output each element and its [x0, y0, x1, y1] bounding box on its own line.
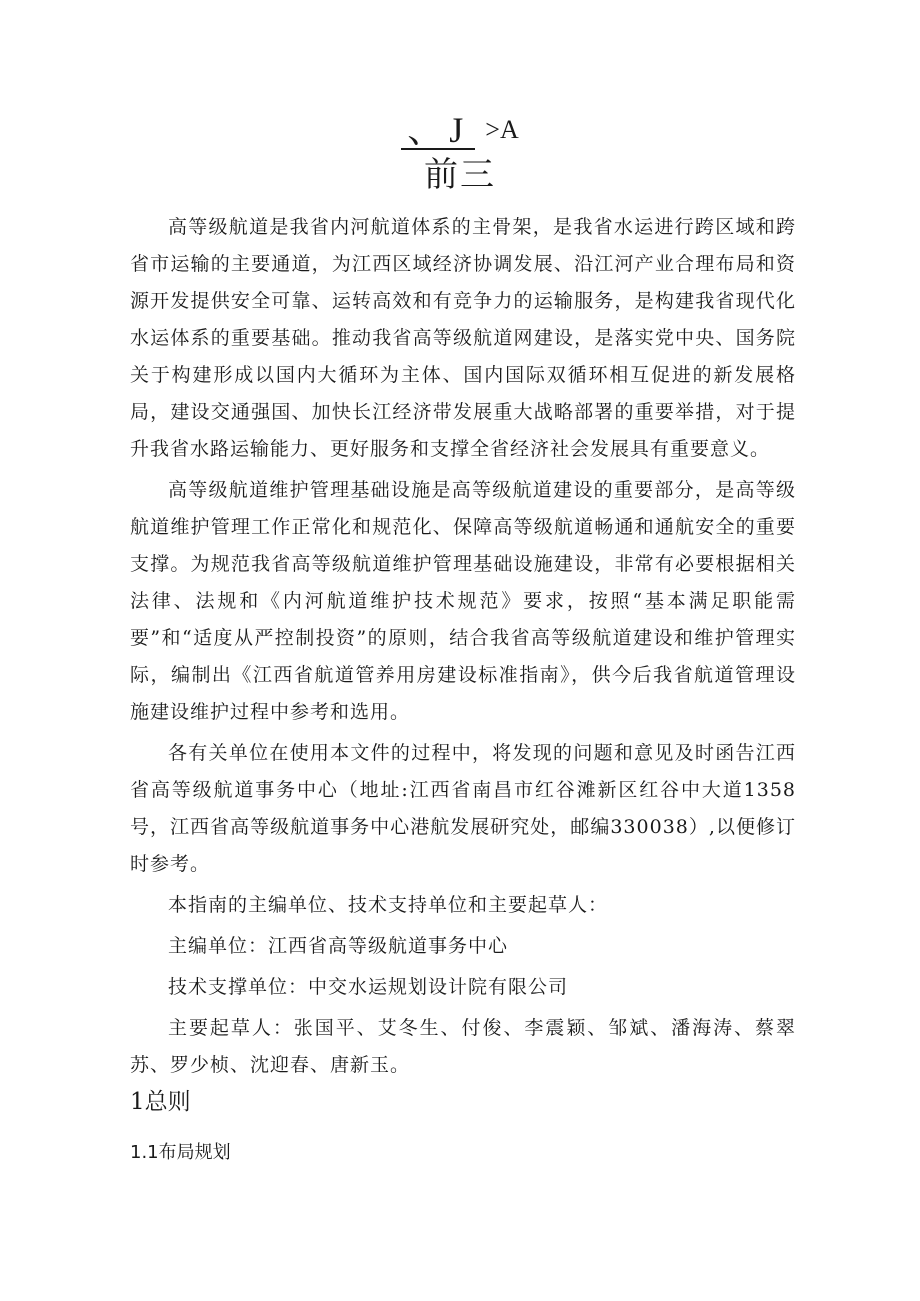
paragraph-infrastructure: 高等级航道维护管理基础设施是高等级航道建设的重要部分，是高等级航道维护管理工作正常化和规范化、保障高等级航道畅通和通航安全的重要支撑。为规范我省高等级航道维护管理基础设施建设，非常有必要根据相关法律、法规和《内河航道维护技术规范》要求，按照“基本满足职能需要”和“适度从严控制投资”的原则，结合我省高等级航道建设和维护管理实际，编制出《江西省航道管养用房建设标准指南》，供今后我省航道管理设施建设维护过程中参考和选用。 — [130, 479, 796, 723]
preface-body — [130, 209, 796, 1088]
paragraph-importance: 高等级航道是我省内河航道体系的主骨架，是我省水运进行跨区域和跨省市运输的主要通道，为江西区域经济协调发展、沿江河产业合理布局和资源开发提供安全可靠、运转高效和有竞争力的运输服务，是构建我省现代化水运体系的重要基础。推动我省高等级航道网建设，是落实党中央、国务院关于构建形成以国内大循环为主体、国内国际双循环相互促进的新发展格局，建设交通强国、加快长江经济带发展重大战略部署的重要举措，对于提升我省水路运输能力、更好服务和支撑全省经济社会发展具有重要意义。 — [130, 216, 796, 460]
paragraph-chief-editor: 主编单位：江西省高等级航道事务中心 — [168, 935, 509, 957]
paragraph-tech-support: 技术支撑单位：中交水运规划设计院有限公司 — [168, 976, 569, 998]
subsection-heading-layout: 1.1布局规划 — [130, 1142, 231, 1163]
page-title: 前三 — [424, 155, 496, 195]
section-heading-general: 1总则 — [130, 1089, 191, 1115]
paragraph-feedback: 各有关单位在使用本文件的过程中，将发现的问题和意见及时函告江西省高等级航道事务中心（地址:江西省南昌市红谷滩新区红谷中大道1358号，江西省高等级航道事务中心港航发展研究处，邮编330038）,以便修订时参考。 — [130, 742, 796, 875]
paragraph-drafters: 主要起草人：张国平、艾冬生、付俊、李震颖、邹斌、潘海涛、蔡翠苏、罗少桢、沈迎春、唐新玉。 — [130, 1017, 796, 1076]
garbled-heading-side: >A — [485, 115, 519, 144]
garbled-heading-main: 、J — [401, 112, 475, 150]
garbled-heading — [0, 108, 920, 152]
paragraph-authors-intro: 本指南的主编单位、技术支持单位和主要起草人： — [168, 894, 609, 916]
